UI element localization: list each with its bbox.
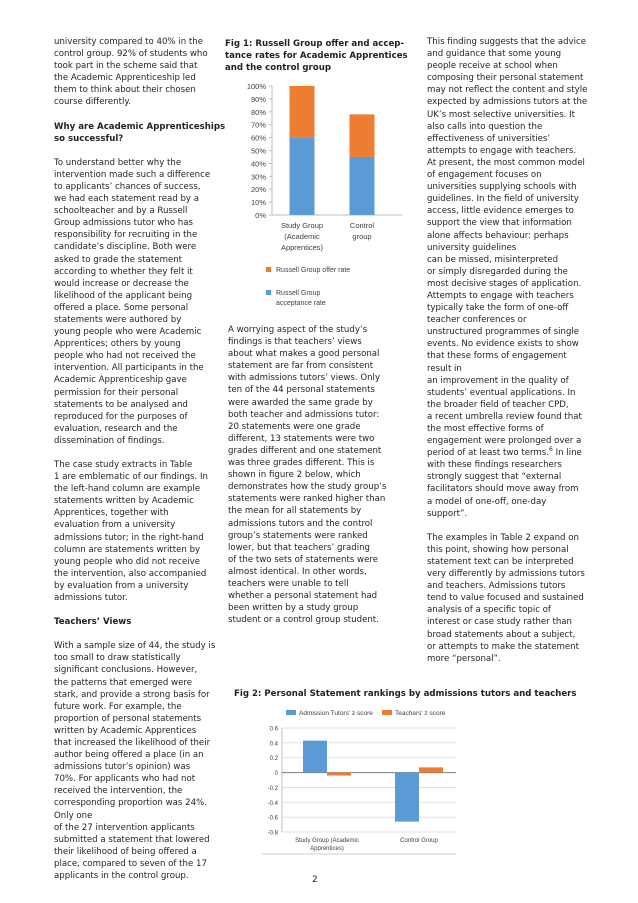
text-line: that these forms of engagement bbox=[427, 351, 567, 362]
text-line: took part in the scheme said that bbox=[54, 61, 198, 72]
text-line: the broader field of teacher CPD, bbox=[427, 399, 569, 410]
text-line: UK’s most selective universities. It bbox=[427, 109, 576, 120]
text-line: most decisive stages of application. bbox=[427, 278, 582, 289]
text-line: of engagement focuses on bbox=[427, 170, 542, 181]
text-line: result in bbox=[427, 363, 462, 374]
fig2-title: Fig 2: Personal Statement rankings by admissions tutors and teachers bbox=[234, 689, 577, 699]
text-line: group’s statements were ranked bbox=[228, 530, 368, 541]
text-line: the patterns that emerged were bbox=[54, 677, 193, 688]
text-line: people who had not received the bbox=[54, 351, 196, 362]
text-line: Fig 1: Russell Group offer and accep- bbox=[225, 39, 405, 49]
text-line: access, little evidence emerges to bbox=[427, 206, 574, 217]
y-tick-label: 100% bbox=[246, 82, 266, 91]
x-category-label: Study Group (Academic bbox=[295, 838, 359, 844]
text-line: This finding suggests that the advice bbox=[427, 37, 587, 47]
y-tick-label: 80% bbox=[250, 107, 266, 117]
text-line: both teacher and admissions tutor: bbox=[228, 409, 380, 420]
text-line: ten of the 44 personal statements bbox=[228, 385, 375, 396]
y-tick-label: 90% bbox=[250, 94, 266, 104]
text-line: responsibility for recruiting in the bbox=[54, 230, 198, 241]
text-line: the most effective forms of bbox=[427, 424, 544, 434]
text-line: evaluation, research and the bbox=[54, 423, 178, 434]
text-line: unstructured programmes of single bbox=[427, 327, 580, 338]
text-line: intervention made such a difference bbox=[54, 169, 211, 180]
legend-swatch bbox=[266, 290, 271, 295]
col1-para3 bbox=[54, 459, 220, 604]
text-line: schoolteacher and by a Russell bbox=[54, 206, 188, 217]
text-line: guidelines. In the field of university bbox=[427, 194, 579, 205]
x-category-label: Study Group bbox=[280, 221, 324, 230]
text-line: of the 27 intervention applicants bbox=[54, 822, 195, 833]
y-tick-label: -0.8 bbox=[267, 830, 278, 837]
text-line: demonstrates how the study group’s bbox=[228, 482, 387, 493]
y-tick-label: -0.4 bbox=[267, 800, 278, 807]
text-line: statement are far from consistent bbox=[228, 361, 374, 372]
text-line: statement text can be interpreted bbox=[427, 556, 574, 567]
text-line: this point, showing how personal bbox=[427, 544, 569, 555]
text-line: Teachers’ Views bbox=[54, 617, 132, 628]
column-right bbox=[427, 36, 599, 677]
text-line: reproduced for the purposes of bbox=[54, 411, 188, 422]
text-line: At present, the most common model bbox=[427, 157, 585, 168]
text-line: proportion of personal statements bbox=[54, 713, 202, 724]
text-line: teachers were unable to tell bbox=[228, 578, 349, 589]
fig2-chart bbox=[258, 706, 460, 856]
text-line: by evaluation from a university bbox=[54, 580, 189, 591]
text-line: To understand better why the bbox=[54, 157, 182, 168]
text-line: stark, and provide a strong basis for bbox=[54, 689, 210, 700]
text-line: statements written by Academic bbox=[54, 496, 194, 507]
text-line: teacher conferences or bbox=[427, 315, 527, 326]
col1-para4 bbox=[54, 640, 220, 882]
text-line: engagement were prolonged over a bbox=[427, 436, 582, 447]
heading-teachers-views bbox=[54, 616, 220, 628]
y-tick-label: 10% bbox=[250, 198, 266, 208]
col3-tail-text: period of at least two terms. bbox=[427, 448, 550, 459]
heading-why-successful bbox=[54, 121, 226, 145]
y-tick-label: -0.2 bbox=[267, 785, 278, 792]
y-tick-label: 20% bbox=[250, 185, 266, 195]
text-line: Only one bbox=[54, 810, 93, 821]
text-line: a model of one-off, one-day bbox=[427, 496, 547, 507]
text-line: dissemination of findings. bbox=[54, 435, 165, 446]
text-line: students’ eventual applications. In bbox=[427, 387, 576, 398]
x-category-label: Apprentices) bbox=[310, 846, 344, 852]
text-line: of the two sets of statements were bbox=[228, 554, 378, 565]
x-category-label: (Academic bbox=[284, 232, 320, 241]
text-line: 70%. For applicants who had not bbox=[54, 774, 196, 785]
text-line: candidate’s discipline. Both were bbox=[54, 242, 197, 253]
text-line: more “personal”. bbox=[427, 653, 501, 664]
bar-tutors-1 bbox=[395, 773, 419, 822]
text-line: so successful? bbox=[54, 133, 124, 144]
text-line: Apprentices; others by young bbox=[54, 339, 181, 350]
bar-teachers-0 bbox=[327, 773, 351, 776]
text-line: different, 13 statements were two bbox=[228, 433, 375, 444]
text-line: effectiveness of universities’ bbox=[427, 133, 551, 144]
x-category-label: group bbox=[352, 232, 372, 241]
text-line: With a sample size of 44, the study is bbox=[54, 641, 216, 652]
text-line: statements were authored by bbox=[54, 314, 182, 325]
text-line: typically take the form of one-off bbox=[427, 303, 569, 314]
text-line: lower, but that teachers’ grading bbox=[228, 542, 370, 553]
text-line: them to think about their chosen bbox=[54, 85, 196, 96]
text-line: events. No evidence exists to show bbox=[427, 339, 579, 350]
y-tick-label: 0.2 bbox=[269, 756, 278, 763]
text-line: intervention. All participants in the bbox=[54, 363, 204, 374]
col3-para1-end bbox=[427, 459, 599, 519]
text-line: an improvement in the quality of bbox=[427, 375, 569, 386]
bar-acceptance-0 bbox=[290, 138, 315, 215]
y-tick-label: -0.6 bbox=[267, 815, 278, 822]
text-line: support”. bbox=[427, 508, 468, 519]
text-line: The case study extracts in Table bbox=[54, 460, 193, 470]
col1-para2 bbox=[54, 157, 220, 447]
fig1-title bbox=[225, 38, 420, 74]
text-line: we had each statement read by a bbox=[54, 194, 200, 205]
text-line: admissions tutors and the control bbox=[228, 518, 373, 529]
y-tick-label: 0.6 bbox=[269, 726, 278, 733]
x-category-label: Apprentices) bbox=[280, 243, 324, 252]
col3-para1 bbox=[427, 36, 599, 520]
legend-label: Admission Tutors' z score bbox=[299, 710, 373, 717]
text-line: their likelihood of being offered a bbox=[54, 846, 197, 857]
text-line: Academic Apprenticeship gave bbox=[54, 375, 187, 386]
text-line: student or a control group student. bbox=[228, 615, 379, 626]
bar-teachers-1 bbox=[419, 767, 443, 772]
text-line: corresponding proportion was 24%. bbox=[54, 798, 207, 809]
y-tick-label: 30% bbox=[250, 172, 266, 182]
text-line: with admissions tutors’ views. Only bbox=[228, 373, 381, 384]
col3-para2 bbox=[427, 532, 599, 665]
text-line: people receive at school when bbox=[427, 61, 558, 72]
legend-label: Teachers' z score bbox=[395, 710, 446, 717]
text-line: offered a place. Some personal bbox=[54, 302, 189, 313]
text-line: according to whether they felt it bbox=[54, 266, 193, 277]
text-line: with these findings researchers bbox=[427, 460, 562, 471]
text-line: was three grades different. This is bbox=[228, 458, 375, 469]
legend-swatch bbox=[382, 710, 392, 715]
text-line: that increased the likelihood of their bbox=[54, 737, 211, 748]
text-line: submitted a statement that lowered bbox=[54, 834, 210, 845]
text-line: were awarded the same grade by bbox=[228, 397, 373, 408]
y-tick-label: 0% bbox=[255, 211, 266, 220]
text-line: a recent umbrella review found that bbox=[427, 411, 582, 422]
text-line: to applicants’ chances of success, bbox=[54, 181, 201, 192]
bar-acceptance-1 bbox=[350, 157, 375, 215]
column-left bbox=[54, 36, 226, 894]
text-line: university compared to 40% in the bbox=[54, 37, 203, 47]
col2-para1 bbox=[228, 324, 413, 626]
text-line: the left-hand column are example bbox=[54, 484, 201, 495]
text-line: also calls into question the bbox=[427, 121, 543, 132]
fig1-chart bbox=[238, 78, 418, 312]
text-line: and teachers. Admissions tutors bbox=[427, 581, 566, 592]
text-line: been written by a study group bbox=[228, 603, 359, 614]
text-line: applicants in the control group. bbox=[54, 871, 189, 881]
text-line: about what makes a good personal bbox=[228, 349, 380, 360]
text-line: statements were ranked higher than bbox=[228, 494, 386, 505]
text-line: future work. For example, the bbox=[54, 701, 182, 712]
text-line: young people who did not receive bbox=[54, 556, 200, 567]
text-line: Attempts to engage with teachers bbox=[427, 290, 574, 301]
text-line: or simply disregarded during the bbox=[427, 266, 568, 277]
col1-para1 bbox=[54, 36, 220, 109]
text-line: would increase or decrease the bbox=[54, 278, 189, 289]
text-line: attempts to engage with teachers. bbox=[427, 145, 577, 156]
text-line: universities supplying schools with bbox=[427, 182, 577, 193]
text-line: the intervention, also accompanied bbox=[54, 568, 207, 579]
y-tick-label: 70% bbox=[250, 120, 266, 130]
text-line: very differently by admissions tutors bbox=[427, 569, 585, 580]
text-line: support the view that information bbox=[427, 218, 572, 229]
text-line: interest or case study rather than bbox=[427, 617, 572, 628]
y-tick-label: 50% bbox=[250, 146, 266, 156]
legend-label: Russell Group bbox=[276, 290, 321, 297]
legend-label: acceptance rate bbox=[276, 300, 326, 307]
text-line: or attempts to make the statement bbox=[427, 641, 579, 652]
text-line: permission for their personal bbox=[54, 387, 179, 398]
text-line: almost identical. In other words, bbox=[228, 566, 367, 577]
text-line: course differently. bbox=[54, 97, 131, 108]
text-line: control group. 92% of students who bbox=[54, 49, 208, 60]
y-tick-label: 60% bbox=[250, 133, 266, 143]
text-line: may not reflect the content and style bbox=[427, 85, 588, 96]
text-line: the Academic Apprenticeship led bbox=[54, 73, 196, 84]
col3-para1-tail bbox=[427, 447, 599, 459]
text-line: A worrying aspect of the study’s bbox=[228, 325, 368, 335]
text-line: the mean for all statements by bbox=[228, 506, 362, 517]
text-line: whether a personal statement had bbox=[228, 591, 378, 602]
text-line: significant conclusions. However, bbox=[54, 665, 198, 676]
col3-tail-after: In line bbox=[552, 448, 582, 459]
text-line: 20 statements were one grade bbox=[228, 421, 361, 432]
legend-swatch bbox=[266, 267, 271, 272]
text-line: admissions tutor. bbox=[54, 593, 128, 604]
text-line: alone affects behaviour: perhaps bbox=[427, 230, 569, 241]
legend-label: Russell Group offer rate bbox=[276, 267, 351, 274]
text-line: likelihood of the applicant being bbox=[54, 290, 193, 301]
text-line: written by Academic Apprentices bbox=[54, 725, 197, 736]
text-line: and the control group bbox=[225, 63, 331, 73]
text-line: too small to draw statistically bbox=[54, 653, 181, 664]
text-line: The examples in Table 2 expand on bbox=[427, 532, 579, 543]
text-line: place, compared to seven of the 17 bbox=[54, 858, 207, 869]
text-line: grades different and one statement bbox=[228, 445, 382, 456]
y-tick-label: 0.4 bbox=[269, 741, 278, 748]
text-line: admissions tutor’s opinion) was bbox=[54, 762, 191, 773]
text-line: evaluation from a university bbox=[54, 520, 176, 531]
text-line: statements to be analysed and bbox=[54, 399, 188, 410]
text-line: analysis of a specific topic of bbox=[427, 605, 551, 616]
text-line: 1 are emblematic of our findings. In bbox=[54, 472, 208, 483]
text-line: expected by admissions tutors at the bbox=[427, 97, 588, 108]
x-category-label: Control Group bbox=[400, 838, 438, 844]
bar-offer-1 bbox=[350, 114, 375, 157]
text-line: Apprentices, together with bbox=[54, 508, 169, 519]
text-line: author being offered a place (in an bbox=[54, 750, 204, 761]
text-line: findings is that teachers’ views bbox=[228, 337, 362, 348]
bar-tutors-0 bbox=[303, 741, 327, 773]
x-category-label: Control bbox=[349, 221, 375, 230]
text-line: strongly suggest that “external bbox=[427, 472, 562, 483]
text-line: shown in figure 2 below, which bbox=[228, 470, 361, 481]
text-line: admissions tutor; in the right-hand bbox=[54, 532, 204, 543]
text-line: Why are Academic Apprenticeships bbox=[54, 121, 226, 132]
footnote-ref: 6 bbox=[549, 446, 553, 454]
text-line: tance rates for Academic Apprentices bbox=[225, 51, 408, 61]
text-line: tend to value focused and sustained bbox=[427, 593, 584, 604]
text-line: and guidance that some young bbox=[427, 49, 562, 60]
page-number: 2 bbox=[312, 875, 318, 885]
legend-swatch bbox=[286, 710, 296, 715]
text-line: composing their personal statement bbox=[427, 73, 584, 84]
text-line: young people who were Academic bbox=[54, 327, 202, 338]
y-tick-label: 0 bbox=[274, 771, 278, 778]
text-line: can be missed, misinterpreted bbox=[427, 254, 559, 265]
y-tick-label: 40% bbox=[250, 159, 266, 169]
text-line: facilitators should move away from bbox=[427, 484, 579, 495]
column-middle bbox=[228, 324, 413, 638]
text-line: asked to grade the statement bbox=[54, 254, 183, 265]
text-line: broad statements about a subject, bbox=[427, 629, 576, 640]
text-line: Group admissions tutor who has bbox=[54, 218, 193, 229]
col3-para1-lines bbox=[427, 36, 599, 447]
text-line: column are statements written by bbox=[54, 544, 201, 555]
bar-offer-0 bbox=[290, 86, 315, 138]
text-line: university guidelines bbox=[427, 242, 517, 253]
text-line: received the intervention, the bbox=[54, 786, 183, 797]
